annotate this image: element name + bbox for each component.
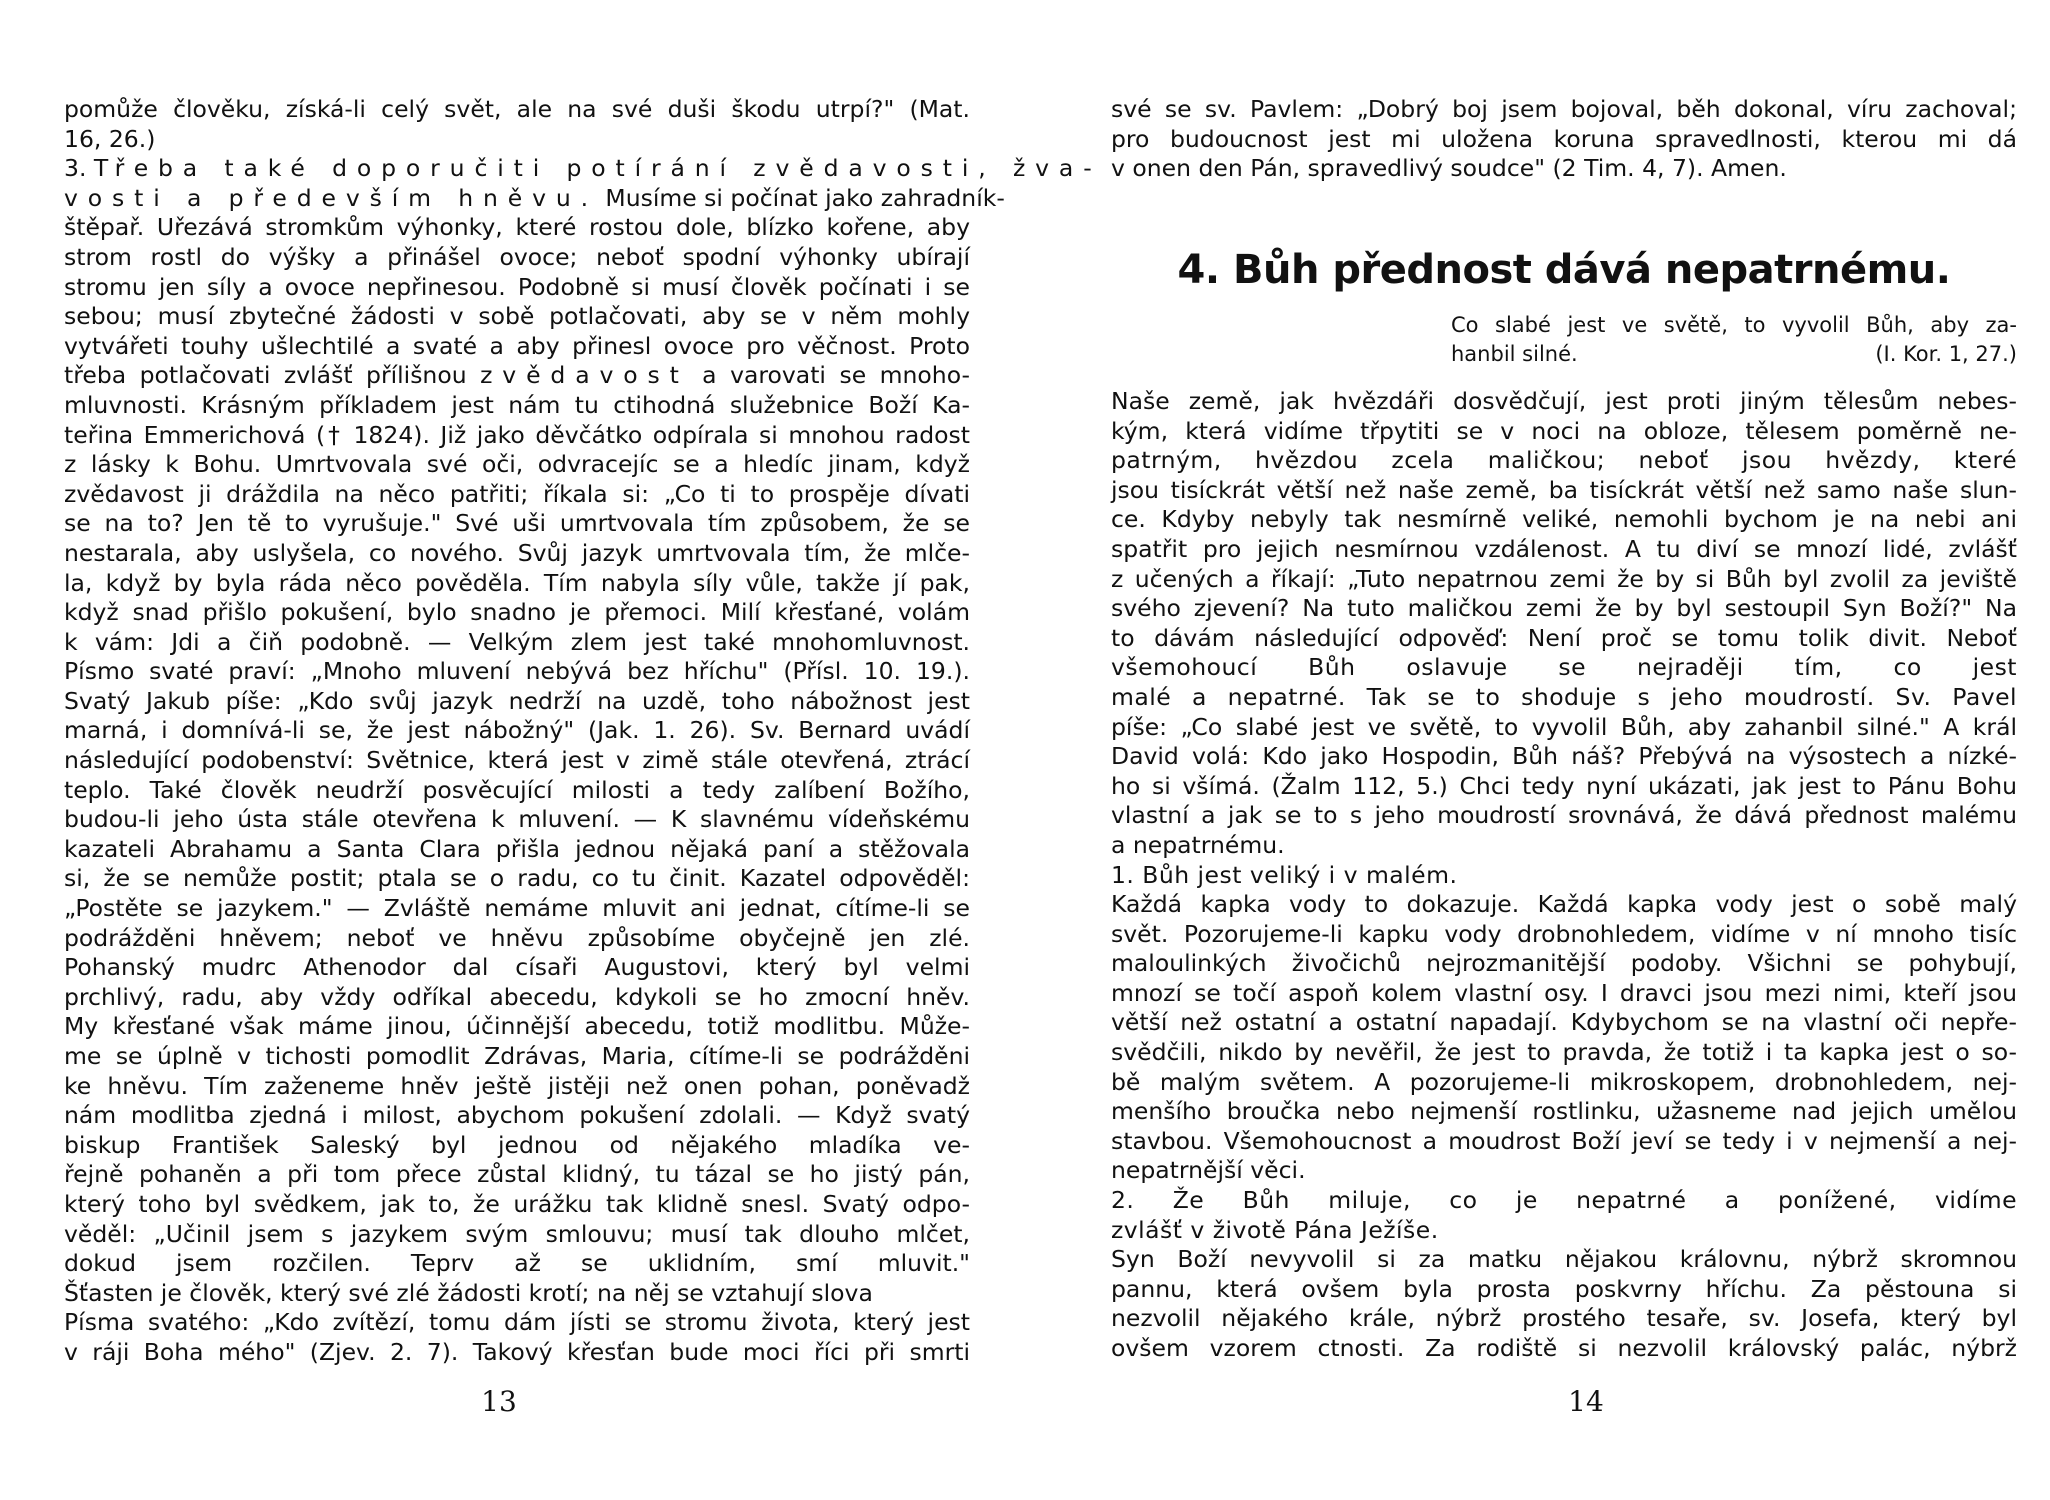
text-line: zvědavost ji dráždila na něco patřiti; říkala si: „Co ti to prospěje dívati — [64, 479, 970, 508]
text-line: v ráji Boha mého" (Zjev. 2. 7). Takový křesťan bude moci říci při smrti — [64, 1337, 970, 1366]
text-line: štěpař. Uřezává stromkům výhonky, které rostou dole, blízko kořene, aby — [64, 213, 970, 242]
right-body-text — [1111, 387, 2017, 1364]
text-line: mluvnosti. Krásným příkladem jest nám tu ctihodná služebnice Boží Ka- — [64, 390, 970, 419]
text-line: prchlivý, radu, aby vždy odříkal abecedu, kdykoli se ho zmocní hněv. — [64, 982, 970, 1011]
motto-line: Co slabé jest ve světě, to vyvolil Bůh, aby za- — [1451, 313, 2017, 337]
text-line: svědčili, nikdo by nevěřil, že jest to pravda, že totiž i ta kapka jest o so- — [1111, 1038, 2017, 1067]
text-line: dokud jsem rozčilen. Teprv až se uklidním, smí mluvit." — [64, 1249, 970, 1278]
spaced-emphasis: zvědavost — [480, 361, 689, 390]
text-line: svět. Pozorujeme-li kapku vody drobnohledem, vidíme v ní mnoho tisíc — [1111, 919, 2017, 948]
text-line: maloulinkých živočichů nejrozmanitější podoby. Všichni se pohybují, — [1111, 949, 2017, 978]
text-line: nezvolil nějakého krále, nýbrž prostého tesaře, sv. Josefa, který byl — [1111, 1304, 2017, 1333]
text-line: pomůže člověku, získá-li celý svět, ale na své duši škodu utrpí?" (Mat. — [64, 95, 970, 123]
text-line: marná, i domnívá-li se, že jest nábožný" (Jak. 1. 26). Sv. Bernard uvádí — [64, 716, 970, 745]
text-line: když snad přišlo pokušení, bylo snadno je přemoci. Milí křesťané, volám — [64, 598, 970, 627]
text-line: z lásky k Bohu. Umrtvovala své oči, odvracejíc se a hledíc jinam, když — [64, 450, 970, 479]
text-line: své se sv. Pavlem: „Dobrý boj jsem bojoval, běh dokonal, víru zachoval; — [1111, 95, 2017, 123]
text-line: kým, která vidíme třpytiti se v noci na obloze, tělesem poměrně ne- — [1111, 416, 2017, 445]
text-line: nepatrnější věci. — [1111, 1156, 1306, 1185]
text-line — [64, 154, 1102, 184]
text-line: sebou; musí zbytečné žádosti v sobě potlačovati, aby se v něm mohly — [64, 302, 970, 331]
text-line — [64, 183, 1005, 214]
text-line: teplo. Také člověk neudrží posvěcující milosti a tedy zalíbení Božího, — [64, 775, 970, 804]
text-line: ke hněvu. Tím zaženeme hněv ještě jistěji než onen pohan, poněvadž — [64, 1071, 970, 1100]
text-line: řejně pohaněn a při tom přece zůstal klidný, tu tázal se ho jistý pán, — [64, 1160, 970, 1189]
text-line: vlastní a jak se to s jeho moudrostí srovnává, že dává přednost malému — [1111, 801, 2017, 830]
text-line: stromu jen síly a ovoce nepřinesou. Podobně si musí člověk počínati i se — [64, 272, 970, 301]
text-line: Pohanský mudrc Athenodor dal císaři Augustovi, který byl velmi — [64, 953, 970, 982]
text-line: mnozí se točí aspoň kolem vlastní osy. I dravci jsou mezi nimi, kteří jsou — [1111, 978, 2017, 1007]
text-line: 16, 26.) — [64, 124, 156, 153]
text-line: nám modlitba zjedná i milost, abychom pokušení zdolali. — Když svatý — [64, 1101, 970, 1130]
text-line: patrným, hvězdou zcela maličkou; neboť jsou hvězdy, které — [1111, 446, 2017, 475]
text-line: v onen den Pán, spravedlivý soudce" (2 Tim. 4, 7). Amen. — [1111, 154, 1787, 183]
motto-line — [1451, 340, 2017, 369]
text-line: malé a nepatrné. Tak se to shoduje s jeho moudrostí. Sv. Pavel — [1111, 682, 2017, 711]
text-line: následující podobenství: Světnice, která jest v zimě stále otevřená, ztrácí — [64, 746, 970, 775]
text-line: Syn Boží nevyvolil si za matku nějakou královnu, nýbrž skromnou — [1111, 1245, 2017, 1274]
text-line: pannu, která ovšem byla prosta poskvrny hříchu. Za pěstouna si — [1111, 1274, 2017, 1303]
text-line: kazateli Abrahamu a Santa Clara přišla jednou nějaká paní a stěžovala — [64, 834, 970, 863]
page-number: 14 — [1568, 1385, 1604, 1418]
text-line: budou-li jeho ústa stále otevřena k mluvení. — K slavnému vídeňskému — [64, 805, 970, 834]
spaced-emphasis: Třeba také doporučiti potírání zvědavosti, žva- — [93, 154, 1102, 183]
text-line: zvlášť v životě Pána Ježíše. — [1111, 1215, 1439, 1244]
text-line: ce. Kdyby nebyly tak nesmírně veliké, nemohli bychom je na nebi ani — [1111, 505, 2017, 534]
text-line: nestarala, aby uslyšela, co nového. Svůj jazyk umrtvovala tím, že mlče- — [64, 538, 970, 567]
left-text-column — [64, 95, 1102, 1368]
text-line: strom rostl do výšky a přinášel ovoce; neboť spodní výhonky ubírají — [64, 242, 970, 271]
text-line: Písma svatého: „Kdo zvítězí, tomu dám jísti se stromu života, který jest — [64, 1308, 970, 1337]
text-line: me se úplně v tichosti pomodlit Zdrávas, Maria, cítíme-li se podrážděni — [64, 1042, 970, 1070]
text-segment: 3. — [64, 154, 94, 183]
motto-quote — [1451, 311, 2017, 369]
text-line: podrážděni hněvem; neboť ve hněvu způsobíme obyčejně jen zlé. — [64, 923, 970, 952]
right-page — [1025, 0, 2050, 1500]
text-line: Šťasten je člověk, který své zlé žádosti krotí; na něj se vztahují slova — [64, 1278, 873, 1307]
text-line: to dávám následující odpověď: Není proč se tomu tolik divit. Neboť — [1111, 623, 2017, 652]
text-line: menšího broučka nebo nejmenší rostlinku, užasneme nad jejich umělou — [1111, 1097, 2017, 1126]
text-line: bě malým světem. A pozorujeme-li mikroskopem, drobnohledem, nej- — [1111, 1067, 2017, 1096]
text-line: 2. Že Bůh miluje, co je nepatrné a ponížené, vidíme — [1111, 1186, 2017, 1215]
text-line: který toho byl svědkem, jak to, že urážku tak klidně snesl. Svatý odpo- — [64, 1189, 970, 1218]
text-line: vytvářeti touhy ušlechtilé a svaté a aby přinesl ovoce pro věčnost. Proto — [64, 331, 970, 360]
page-number: 13 — [481, 1385, 517, 1418]
text-segment: třeba potlačovati zvlášť přílišnou — [64, 361, 481, 390]
chapter-heading: 4. Bůh přednost dává nepatrnému. — [1177, 247, 1951, 293]
motto-reference: (I. Kor. 1, 27.) — [1875, 342, 2017, 366]
text-line: Každá kapka vody to dokazuje. Každá kapka vody jest o sobě malý — [1111, 890, 2017, 919]
text-line: si, že se nemůže postit; ptala se o radu, co tu činit. Kazatel odpověděl: — [64, 864, 970, 893]
text-line: Naše země, jak hvězdáři dosvědčují, jest proti jiným tělesům nebes- — [1111, 387, 2017, 415]
text-line: teřina Emmerichová († 1824). Již jako děvčátko odpírala si mnohou radost — [64, 420, 970, 449]
text-line: „Postěte se jazykem." — Zvláště nemáme mluvit ani jednat, cítíme-li se — [64, 894, 970, 923]
text-line: ho si všímá. (Žalm 112, 5.) Chci tedy nyní ukázati, jak jest to Pánu Bohu — [1111, 771, 2017, 800]
text-line: biskup František Saleský byl jednou od nějakého mladíka ve- — [64, 1130, 970, 1159]
text-line: 1. Bůh jest veliký i v malém. — [1111, 860, 1458, 889]
text-line: všemohoucí Bůh oslavuje se nejraději tím, co jest — [1111, 653, 2017, 682]
text-line: z učených a říkají: „Tuto nepatrnou zemi že by si Bůh byl zvolil za jeviště — [1111, 564, 2017, 593]
text-line: se na to? Jen tě to vyrušuje." Své uši umrtvovala tím způsobem, že se — [64, 509, 970, 538]
text-segment: Musíme si počínat jako zahradník- — [597, 183, 1005, 212]
text-line: věděl: „Učinil jsem s jazykem svým smlouvu; musí tak dlouho mlčet, — [64, 1219, 970, 1248]
text-line: jsou tisíckrát větší než naše země, ba tisíckrát větší než samo naše slun- — [1111, 475, 2017, 504]
text-line: ovšem vzorem ctnosti. Za rodiště si nezvolil královský palác, nýbrž — [1111, 1334, 2017, 1362]
text-line: větší než ostatní a ostatní napadají. Kdybychom se na vlastní oči nepře- — [1111, 1008, 2017, 1037]
text-line: svého zjevení? Na tuto maličkou zemi že by byl sestoupil Syn Boží?" Na — [1111, 594, 2017, 623]
text-line: Písmo svaté praví: „Mnoho mluvení nebývá bez hříchu" (Přísl. 10. 19.). — [64, 657, 970, 686]
text-line: la, když by byla ráda něco pověděla. Tím nabyla síly vůle, takže jí pak, — [64, 568, 970, 597]
text-line — [64, 361, 970, 391]
text-line: Svatý Jakub píše: „Kdo svůj jazyk nedrží na uzdě, toho nábožnost jest — [64, 686, 970, 715]
spaced-emphasis: vosti a především hněvu. — [64, 183, 598, 212]
text-line: David volá: Kdo jako Hospodin, Bůh náš? Přebývá na výsostech a nízké- — [1111, 742, 2017, 771]
text-line: stavbou. Všemohoucnost a moudrost Boží jeví se tedy i v nejmenší a nej- — [1111, 1126, 2017, 1155]
motto-text: hanbil silné. — [1451, 342, 1578, 366]
text-line: My křesťané však máme jinou, účinnější abecedu, totiž modlitbu. Může- — [64, 1012, 970, 1041]
text-line: a nepatrnému. — [1111, 830, 1285, 859]
intro-paragraph — [1111, 95, 2017, 184]
text-line: k vám: Jdi a čiň podobně. — Velkým zlem jest také mnohomluvnost. — [64, 627, 970, 656]
text-segment: a varovati se mnoho- — [688, 361, 970, 390]
text-line: pro budoucnost jest mi uložena koruna spravedlnosti, kterou mi dá — [1111, 124, 2017, 153]
right-text-column — [1111, 95, 2017, 1395]
text-line: spatřit pro jejich nesmírnou vzdálenost. A tu diví se mnozí lidé, zvlášť — [1111, 534, 2017, 563]
text-line: píše: „Co slabé jest ve světě, to vyvolil Bůh, aby zahanbil silné." A král — [1111, 712, 2017, 741]
